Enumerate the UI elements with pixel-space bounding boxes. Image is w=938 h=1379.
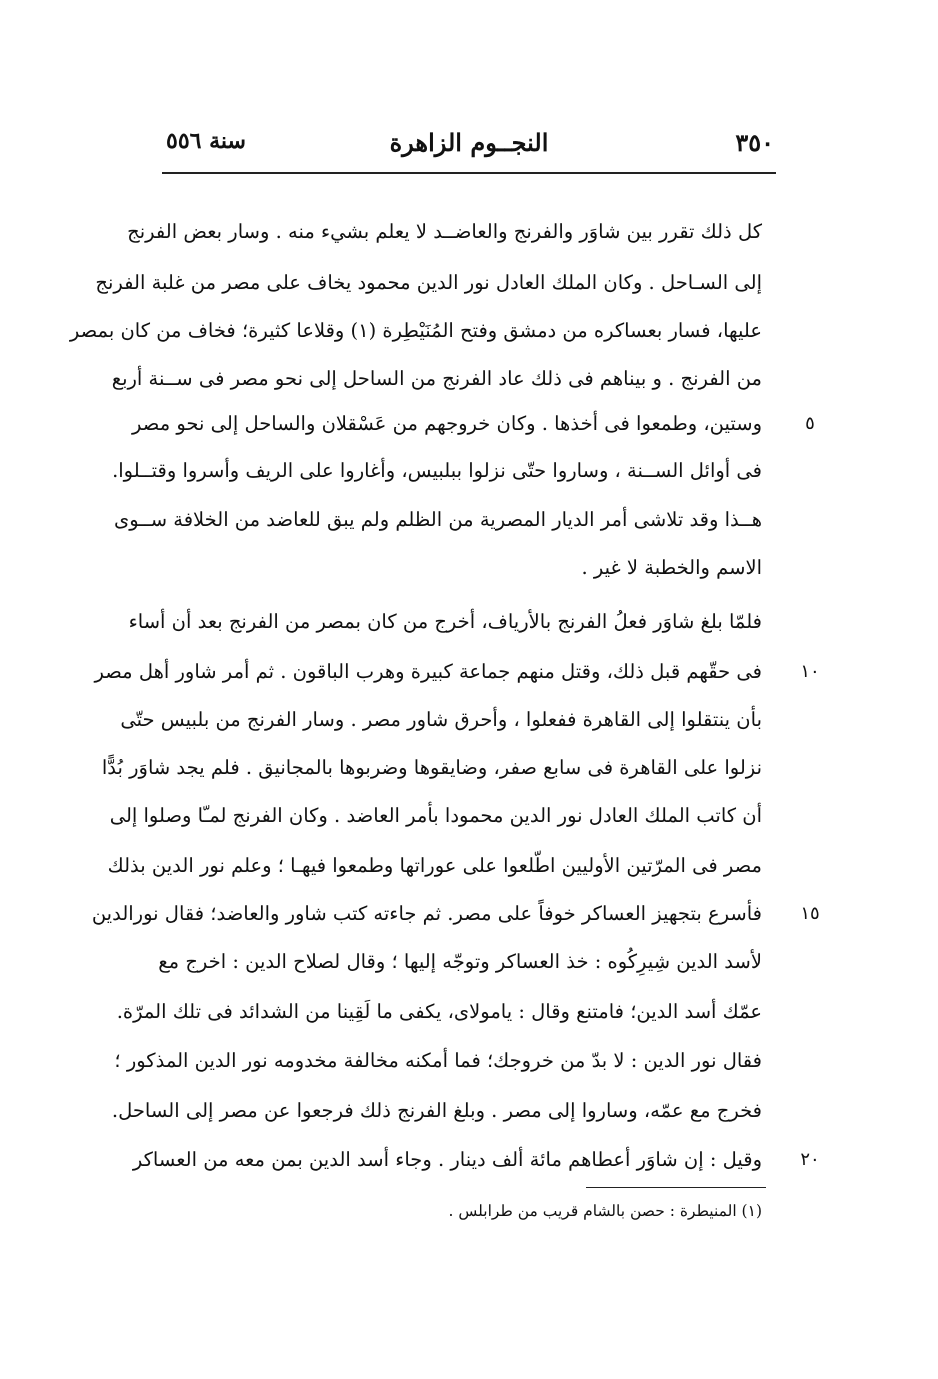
text-line: عمّك أسد الدين؛ فامتنع وقال : يامولاى، يكفى ما لَقِينا من الشدائد فى تلك المرّة. bbox=[116, 1000, 762, 1023]
text-line: بأن ينتقلوا إلى القاهرة ففعلوا ، وأحرق شاور مصر . وسار الفرنج من بلبيس حتّى bbox=[120, 708, 762, 731]
text-line: عليها، فسار بعساكره من دمشق وفتح المُنَيْطِرة (١) وقلاعا كثيرة؛ فخاف من كان بمصر bbox=[69, 319, 762, 342]
text-line: فى أوائل الســنة ، وساروا حتّى نزلوا ببلبيس، وأغاروا على الريف وأسروا وقتــلوا. bbox=[112, 459, 762, 482]
text-line: إلى السـاحل . وكان الملك العادل نور الدين محمود يخاف على مصر من غلبة الفرنج bbox=[95, 271, 762, 294]
text-line: أن كاتب الملك العادل نور الدين محمودا بأمر العاضد . وكان الفرنج لمـّا وصلوا إلى bbox=[109, 804, 762, 827]
header-rule bbox=[162, 172, 776, 174]
text-line: من الفرنج . و بيناهم فى ذلك عاد الفرنج من الساحل إلى نحو مصر فى ســنة أربع bbox=[111, 367, 762, 390]
text-line: مصر فى المرّتين الأوليين اطّلعوا على عوراتها وطمعوا فيهـا ؛ وعلم نور الدين بذلك bbox=[107, 854, 762, 877]
page-header bbox=[162, 128, 776, 168]
text-line: لأسد الدين شِيرِكُوه : خذ العساكر وتوجّه إليها ؛ وقال لصلاح الدين : اخرج مع bbox=[158, 950, 762, 973]
line-number-marker: ٥ bbox=[805, 413, 815, 434]
text-line: فقال نور الدين : لا بدّ من خروجك؛ فما أمكنه مخالفة مخدومه نور الدين المذكور ؛ bbox=[114, 1049, 762, 1072]
text-line: فلمّا بلغ شاوَر فعلُ الفرنج بالأرياف، أخرج من كان بمصر من الفرنج بعد أن أساء bbox=[128, 610, 762, 633]
text-line: كل ذلك تقرر بين شاوَر والفرنج والعاضــد لا يعلم بشيء منه . وسار بعض الفرنج bbox=[127, 220, 762, 243]
year-label: سنة ٥٥٦ bbox=[166, 128, 246, 154]
line-number-marker: ١٥ bbox=[800, 903, 820, 924]
text-line: فى حقّهم قبل ذلك، وقتل منهم جماعة كبيرة وهرب الباقون . ثم أمر شاور أهل مصر bbox=[94, 660, 762, 683]
text-line: نزلوا على القاهرة فى سابع صفر، وضايقوها وضربوها بالمجانيق . فلم يجد شاوَر بُدًّا bbox=[101, 756, 762, 779]
footnote: (١) المنيطرة : حصن بالشام قريب من طرابلس . bbox=[448, 1202, 762, 1220]
text-line: فخرج مع عمّه، وساروا إلى مصر . وبلغ الفرنج ذلك فرجعوا عن مصر إلى الساحل. bbox=[111, 1099, 762, 1122]
text-line: وقيل : إن شاوَر أعطاهم مائة ألف دينار . وجاء أسد الدين بمن معه من العساكر bbox=[132, 1148, 762, 1171]
line-number-marker: ١٠ bbox=[800, 661, 820, 682]
text-line: الاسم والخطبة لا غير . bbox=[581, 556, 762, 579]
text-line: فأسرع بتجهيز العساكر خوفاً على مصر. ثم جاءته كتب شاور والعاضد؛ فقال نورالدين bbox=[91, 902, 762, 925]
text-line: وستين، وطمعوا فى أخذها . وكان خروجهم من عَسْقلان والساحل إلى نحو مصر bbox=[132, 412, 762, 435]
text-line: هــذا وقد تلاشى أمر الديار المصرية من الظلم ولم يبق للعاضد من الخلافة ســوى bbox=[113, 508, 762, 531]
line-number-marker: ٢٠ bbox=[800, 1149, 820, 1170]
footnote-rule bbox=[586, 1187, 766, 1188]
page-number: ٣٥٠ bbox=[735, 128, 774, 157]
running-title: النجــوم الزاهرة bbox=[389, 128, 549, 157]
